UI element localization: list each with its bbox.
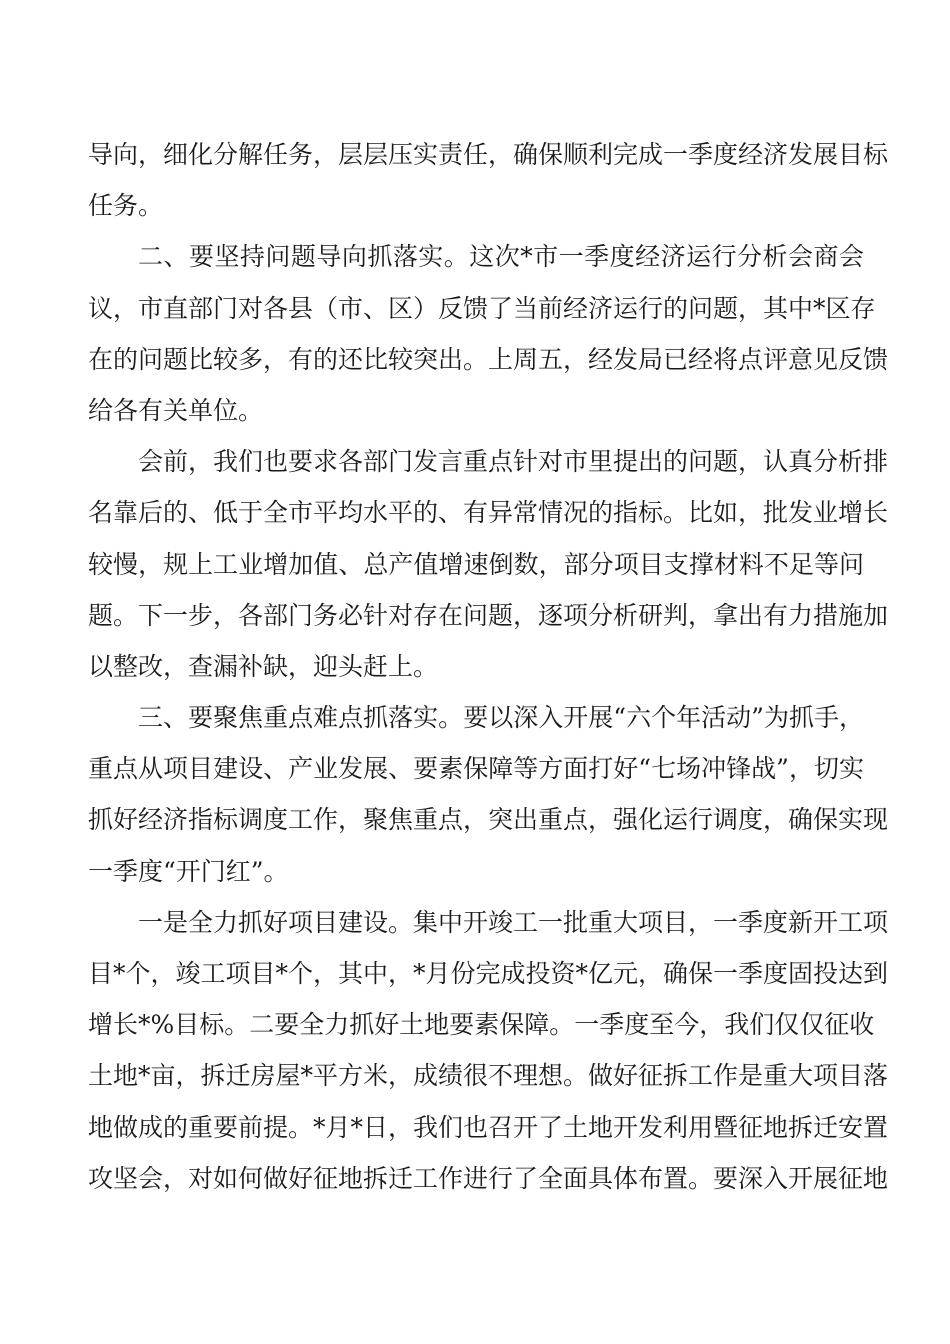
paragraph <box>88 129 889 231</box>
text-line: 三、要聚焦重点难点抓落实。要以深入开展“六个年活动”为抓手， <box>138 703 864 733</box>
paragraph <box>88 897 889 1204</box>
paragraph <box>88 692 889 897</box>
text-line: 任务。 <box>88 191 164 221</box>
text-line: 增长*%目标。二要全力抓好土地要素保障。一季度至今，我们仅仅征收 <box>88 1010 875 1040</box>
text-line: 名靠后的、低于全市平均水平的、有异常情况的指标。比如，批发业增长 <box>88 498 889 528</box>
text-line: 会前，我们也要求各部门发言重点针对市里提出的问题，认真分析排 <box>138 447 889 477</box>
text-line: 攻坚会，对如何做好征地拆迁工作进行了全面具体布置。要深入开展征地 <box>88 1163 889 1193</box>
text-line: 重点从项目建设、产业发展、要素保障等方面打好“七场冲锋战”，切实 <box>88 754 864 784</box>
text-line: 导向，细化分解任务，层层压实责任，确保顺利完成一季度经济发展目标 <box>88 140 889 169</box>
text-line: 以整改，查漏补缺，迎头赶上。 <box>88 651 439 681</box>
text-line: 议，市直部门对各县（市、区）反馈了当前经济运行的问题，其中*区存 <box>88 293 876 323</box>
text-line: 二、要坚持问题导向抓落实。这次*市一季度经济运行分析会商会 <box>138 242 864 272</box>
text-line: 一是全力抓好项目建设。集中开竣工一批重大项目，一季度新开工项 <box>138 907 889 937</box>
text-line: 目*个，竣工项目*个，其中，*月份完成投资*亿元，确保一季度固投达到 <box>88 959 889 988</box>
paragraph <box>88 436 889 692</box>
text-line: 地做成的重要前提。*月*日，我们也召开了土地开发利用暨征地拆迁安置 <box>88 1112 889 1142</box>
text-line: 土地*亩，拆迁房屋*平方米，成绩很不理想。做好征拆工作是重大项目落 <box>88 1061 889 1091</box>
text-line: 在的问题比较多，有的还比较突出。上周五，经发局已经将点评意见反馈 <box>88 344 889 374</box>
text-line: 抓好经济指标调度工作，聚焦重点，突出重点，强化运行调度，确保实现 <box>88 805 889 835</box>
text-line: 一季度“开门红”。 <box>88 856 289 886</box>
document-body <box>88 129 889 1204</box>
paragraph <box>88 231 889 436</box>
text-line: 较慢，规上工业增加值、总产值增速倒数，部分项目支撑材料不足等问 <box>88 549 864 579</box>
text-line: 给各有关单位。 <box>88 395 264 425</box>
text-line: 题。下一步，各部门务必针对存在问题，逐项分析研判，拿出有力措施加 <box>88 600 889 630</box>
